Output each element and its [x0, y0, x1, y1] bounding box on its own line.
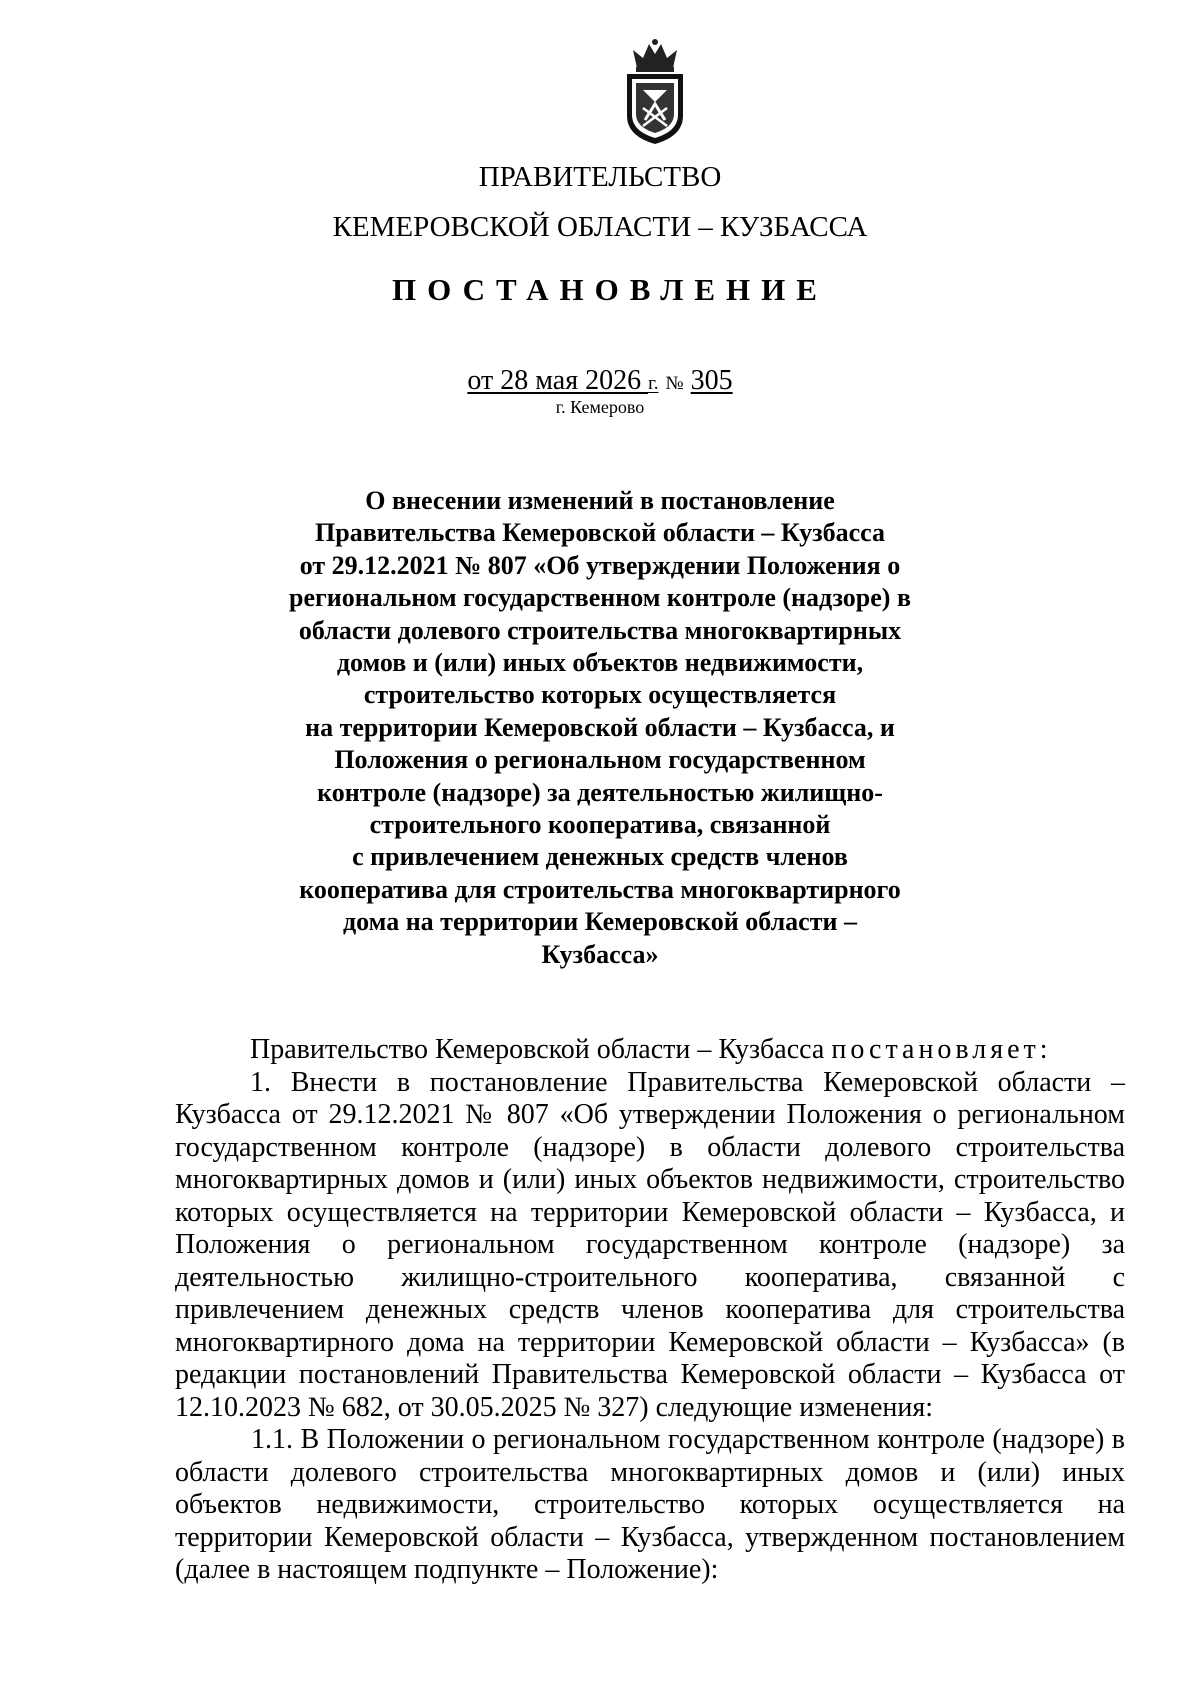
paragraph-1: 1. Внести в постановление Правительства Кемеровской области – Кузбасса от 29.12.2021 № 807 «Об утверждении Положения о региональном государственном контроле (надзоре) в области долевого строительства многоквартирных домов и (или) иных объектов недвижимости, строительство которых осуществляется на территории Кемеровской области – Кузбасса, и Положения о региональном государственном контроле (надзоре) за деятельностью жилищно-строительного кооператива, связанной с привлечением денежных средств членов кооператива для строительства многоквартирного дома на территории Кемеровской области – Кузбасса» (в редакции постановлений Правительства Кемеровской области – Кузбасса от 12.10.2023 № 682, от 30.05.2025 № 327) следующие изменения: — [175, 1066, 1125, 1423]
document-heading — [270, 485, 930, 971]
heading-line: строительство которых осуществляется — [363, 680, 837, 710]
paragraph-1-1: 1.1. В Положении о региональном государственном контроле (надзоре) в области долевого строительства многоквартирных домов и (или) иных объектов недвижимости, строительство которых осуществляется на территории Кемеровской области – Кузбасса, утвержденном постановлением (далее в настоящем подпункте – Положение): — [175, 1424, 1125, 1585]
heading-line: кооператива для строительства многоквартирного — [299, 874, 901, 904]
heading-line: Кузбасса» — [541, 939, 659, 969]
intro-paragraph — [175, 1034, 1125, 1067]
heading-line: контроле (надзоре) за деятельностью жилищно- — [317, 777, 883, 807]
heading-line: Правительства Кемеровской области – Кузбасса — [315, 518, 885, 548]
heading-line: строительного кооператива, связанной — [369, 810, 831, 840]
intro-text: Правительство Кемеровской области – Кузбасса — [250, 1034, 832, 1065]
heading-line: от 29.12.2021 № 807 «Об утверждении Положения о — [299, 550, 901, 580]
date-number-line — [0, 365, 1200, 400]
document-number: 305 — [690, 365, 733, 396]
document-date: от 28 мая 2026 — [467, 365, 642, 396]
year-suffix: г. — [648, 373, 659, 394]
heading-line: региональном государственном контроле (надзоре) в — [289, 583, 911, 613]
heading-line: О внесении изменений в постановление — [365, 486, 835, 515]
document-type-title: ПОСТАНОВЛЕНИЕ — [392, 272, 828, 307]
heading-line: Положения о региональном государственном — [334, 745, 866, 775]
intro-verb: постановляет: — [831, 1034, 1052, 1065]
heading-line: дома на территории Кемеровской области – — [343, 907, 857, 937]
document-body — [175, 1034, 1125, 1587]
heading-line: области долевого строительства многоквартирных — [298, 615, 902, 645]
heading-line: с привлечением денежных средств членов — [352, 842, 848, 872]
heading-line: на территории Кемеровской области – Кузбасса, и — [305, 712, 895, 742]
heading-line: домов и (или) иных объектов недвижимости, — [336, 648, 864, 678]
document-city: г. Кемерово — [555, 397, 645, 417]
coat-of-arms-icon — [619, 38, 691, 146]
org-name-line-2: КЕМЕРОВСКОЙ ОБЛАСТИ – КУЗБАССА — [332, 211, 868, 243]
org-name-line-1: ПРАВИТЕЛЬСТВО — [478, 161, 722, 193]
number-sign: № — [665, 373, 684, 394]
